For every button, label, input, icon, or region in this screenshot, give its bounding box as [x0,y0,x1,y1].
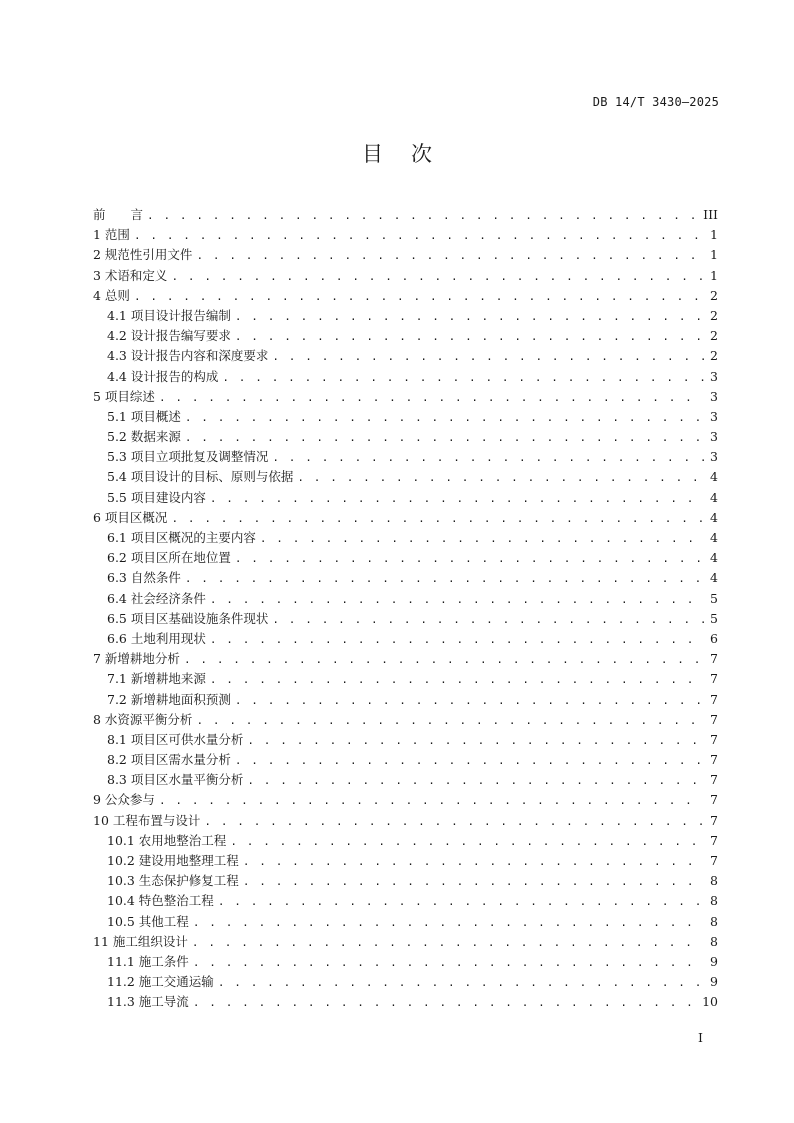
toc-entry-label: 4 总则 [93,287,130,303]
toc-entry-page: 9 [710,974,718,990]
toc-entry-label: 7.1 新增耕地来源 [107,671,206,687]
toc-dot-leader [235,754,704,767]
toc-entry[interactable] [93,326,718,346]
toc-entry-label: 10 工程布置与设计 [93,812,201,828]
toc-entry-label: 5.5 项目建设内容 [107,489,206,505]
toc-dot-leader [147,209,699,222]
toc-entry-page: 4 [710,489,718,505]
toc-entry-page: 7 [710,691,718,707]
toc-entry[interactable] [93,467,718,487]
toc-entry[interactable] [93,427,718,447]
toc-entry[interactable] [93,871,718,891]
toc-entry[interactable] [93,629,718,649]
toc-dot-leader [243,855,704,868]
toc-entry-page: 7 [710,812,718,828]
toc-entry-page: 7 [710,772,718,788]
toc-entry[interactable] [93,891,718,911]
toc-entry-page: 2 [710,307,718,323]
toc-entry[interactable] [93,851,718,871]
toc-entry[interactable] [93,225,718,245]
toc-dot-leader [171,512,704,525]
toc-entry-page: 4 [710,550,718,566]
toc-entry-label: 6.4 社会经济条件 [107,590,206,606]
toc-entry-page: 2 [710,287,718,303]
toc-entry-page: 3 [710,429,718,445]
toc-entry[interactable] [93,245,718,265]
toc-dot-leader [272,451,704,464]
toc-entry-label: 10.5 其他工程 [107,913,189,929]
toc-dot-leader [235,552,704,565]
toc-entry[interactable] [93,387,718,407]
page-number: I [698,1030,703,1045]
toc-dot-leader [218,976,704,989]
toc-entry[interactable] [93,750,718,770]
toc-entry-label: 6.5 项目区基础设施条件现状 [107,610,269,626]
toc-entry-page: 7 [710,853,718,868]
toc-dot-leader [210,492,704,505]
toc-entry-label: 8.1 项目区可供水量分析 [107,731,244,747]
toc-entry-label: 6.6 土地利用现状 [107,630,206,646]
toc-entry-label: 9 公众参与 [93,792,155,808]
toc-entry-label: 4.1 项目设计报告编制 [107,307,231,323]
toc-entry-label: 6.2 项目区所在地位置 [107,550,231,566]
toc-dot-leader [185,572,704,585]
toc-entry-page: 1 [710,267,718,283]
toc-entry-page: 7 [710,711,718,727]
toc-dot-leader [192,936,704,949]
toc-entry-label: 6 项目区概况 [93,509,168,525]
toc-entry[interactable] [93,306,718,326]
toc-entry[interactable] [93,286,718,306]
toc-entry[interactable] [93,770,718,790]
toc-dot-leader [235,310,704,323]
toc-dot-leader [230,835,704,848]
toc-dot-leader [193,956,704,969]
toc-entry[interactable] [93,568,718,588]
toc-entry-label: 8 水资源平衡分析 [93,711,193,727]
toc-dot-leader [210,633,704,646]
toc-entry[interactable] [93,609,718,629]
toc-entry-page: 4 [710,570,718,586]
toc-entry[interactable] [93,528,718,548]
toc-entry-label: 11.1 施工条件 [107,953,189,969]
toc-entry-label: 4.4 设计报告的构成 [107,368,219,384]
toc-entry-label: 3 术语和定义 [93,267,168,283]
toc-dot-leader [171,270,704,283]
toc-entry-page: 6 [710,630,718,646]
toc-entry-page: 8 [710,913,718,929]
toc-dot-leader [159,391,704,404]
toc-entry[interactable] [93,367,718,387]
toc-entry-label: 5.4 项目设计的目标、原则与依据 [107,469,294,485]
toc-entry-page: 8 [710,873,718,889]
toc-entry-label: 10.1 农用地整治工程 [107,832,227,848]
toc-entry-label: 8.2 项目区需水量分析 [107,752,231,768]
toc-entry[interactable] [93,790,718,810]
toc-entry-label: 10.2 建设用地整理工程 [107,853,239,868]
toc-entry[interactable] [93,992,718,1012]
toc-dot-leader [222,371,704,384]
toc-dot-leader [218,895,704,908]
toc-entry-page: 10 [702,994,718,1010]
toc-dot-leader [159,794,704,807]
toc-entry-page: 4 [710,509,718,525]
page-title: 目次 [362,142,460,166]
toc-dot-leader [134,290,704,303]
toc-entry[interactable] [93,488,718,508]
toc-dot-leader [196,714,704,727]
toc-entry[interactable] [93,266,718,286]
toc-dot-leader [193,996,698,1009]
toc-entry-label: 11 施工组织设计 [93,933,188,949]
toc-entry-label: 11.3 施工导流 [107,994,189,1010]
toc-dot-leader [204,815,704,828]
toc-dot-leader [272,613,704,626]
toc-dot-leader [243,875,704,888]
toc-entry-label: 10.4 特色整治工程 [107,893,214,909]
toc-entry-label: 6.3 自然条件 [107,570,181,586]
toc-entry[interactable] [93,407,718,427]
toc-entry[interactable] [93,205,718,225]
toc-entry-page: 7 [710,752,718,768]
toc-entry-page: 3 [710,449,718,465]
toc-entry-label: 7 新增耕地分析 [93,651,180,667]
toc-entry[interactable] [93,831,718,851]
toc-entry-label: 前 言 [93,207,144,222]
toc-dot-leader [235,330,704,343]
toc-dot-leader [196,249,704,262]
toc-entry-page: 7 [710,832,718,848]
toc-dot-leader [193,916,704,929]
toc-entry[interactable] [93,649,718,669]
toc-entry-label: 4.3 设计报告内容和深度要求 [107,348,269,364]
toc-dot-leader [247,774,704,787]
toc-entry-label: 10.3 生态保护修复工程 [107,873,239,889]
toc-entry[interactable] [93,932,718,952]
toc-entry-page: 4 [710,530,718,545]
toc-entry-page: 1 [710,247,718,263]
toc-entry-label: 6.1 项目区概况的主要内容 [107,530,256,545]
toc-dot-leader [272,350,704,363]
toc-entry[interactable] [93,952,718,972]
toc-dot-leader [247,734,704,747]
toc-entry[interactable] [93,690,718,710]
document-code: DB 14/T 3430—2025 [592,95,719,109]
toc-entry-page: 1 [710,227,718,243]
toc-dot-leader [185,431,704,444]
toc-entry-page: 8 [710,933,718,949]
toc-entry-label: 11.2 施工交通运输 [107,974,214,990]
toc-dot-leader [210,593,704,606]
toc-entry-label: 7.2 新增耕地面积预测 [107,691,231,707]
toc-entry-page: 9 [710,953,718,969]
toc-entry-page: 2 [710,328,718,344]
toc-entry-page: 3 [710,408,718,424]
toc-dot-leader [297,471,704,484]
toc-entry-page: 4 [710,469,718,485]
toc-entry-label: 5 项目综述 [93,388,155,404]
toc-entry[interactable] [93,346,718,366]
toc-entry-page: 3 [710,368,718,384]
toc-entry-page: 7 [710,731,718,747]
toc-dot-leader [185,411,704,424]
toc-entry-page: 7 [710,792,718,808]
toc-entry-label: 5.3 项目立项批复及调整情况 [107,449,269,465]
toc-entry[interactable] [93,710,718,730]
toc-entry-label: 1 范围 [93,227,130,243]
toc-dot-leader [260,532,704,545]
toc-entry[interactable] [93,811,718,831]
toc-entry-page: 7 [710,651,718,667]
toc-entry[interactable] [93,972,718,992]
toc-entry[interactable] [93,548,718,568]
toc-entry-page: 5 [710,610,718,626]
toc-entry[interactable] [93,447,718,467]
toc-entry[interactable] [93,508,718,528]
toc-entry[interactable] [93,669,718,689]
toc-entry-page: 5 [710,590,718,606]
table-of-contents [93,205,718,1013]
toc-entry-label: 5.1 项目概述 [107,408,181,424]
toc-entry-label: 8.3 项目区水量平衡分析 [107,772,244,788]
toc-entry-page: 7 [710,671,718,687]
toc-entry-page: 3 [710,388,718,404]
toc-entry[interactable] [93,912,718,932]
toc-dot-leader [134,229,704,242]
toc-entry-page: 8 [710,893,718,909]
toc-entry-label: 2 规范性引用文件 [93,247,193,263]
toc-dot-leader [210,673,704,686]
toc-dot-leader [184,653,704,666]
toc-entry-label: 4.2 设计报告编写要求 [107,328,231,344]
toc-entry[interactable] [93,730,718,750]
toc-dot-leader [235,694,704,707]
toc-entry-page: 2 [710,348,718,364]
toc-entry-label: 5.2 数据来源 [107,429,181,445]
toc-entry[interactable] [93,589,718,609]
toc-entry-page: III [703,207,718,222]
